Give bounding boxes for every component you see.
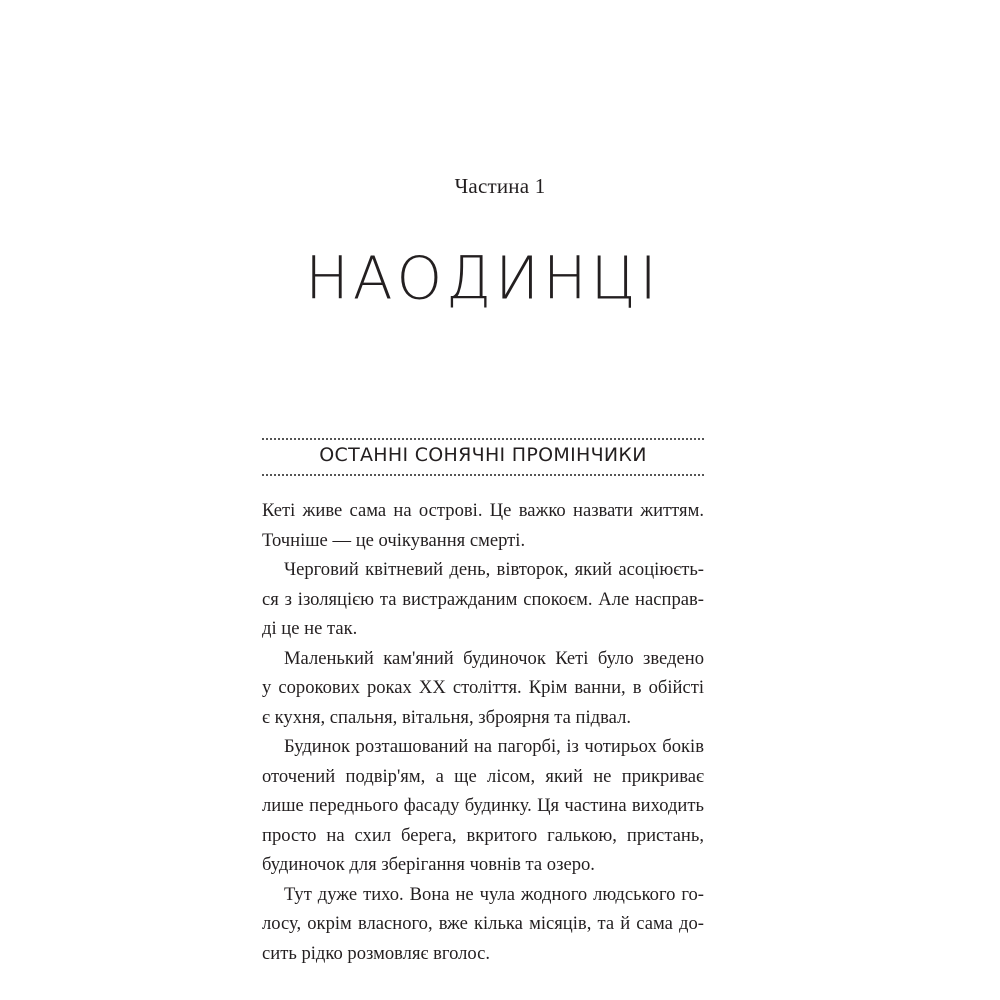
text-line: у сорокових роках ХХ століття. Крім ванни, в обійсті [262,677,704,698]
body-text [262,496,704,968]
text-line: Точніше — це очікування смерті. [262,529,526,551]
text-line: сить рідко розмовляє вголос. [262,942,491,964]
text-line: просто на схил берега, вкритого галькою, пристань, [262,824,704,846]
text-line: ся з ізоляцією та вистражданим спокоєм. Але насправ- [262,588,704,610]
text-line: Будинок розташований на пагорбі, із чотирьох боків [284,736,704,757]
text-line: лише переднього фасаду будинку. Ця частина виходить [262,795,704,816]
text-line: Кеті живе сама на острові. Це важко назвати життям. [262,500,704,521]
part-label: Частина 1 [454,174,546,198]
section-title: ОСТАННІ СОНЯЧНІ ПРОМІНЧИКИ [319,444,647,466]
part-title: НАОДИНЦІ [305,243,661,313]
text-line: Тут дуже тихо. Вона не чула жодного людського го- [284,883,704,905]
bottom-dotted-rule [262,474,704,476]
text-line: є кухня, спальня, вітальня, зброярня та підвал. [262,706,631,728]
text-line: оточений подвір'ям, а ще лісом, який не прикриває [262,765,704,787]
top-dotted-rule [262,438,704,440]
text-line: Маленький кам'яний будиночок Кеті було зведено [284,647,704,669]
text-line: лосу, окрім власного, вже кілька місяців, та й сама до- [262,913,704,934]
text-line: ді це не так. [262,618,358,639]
text-line: будиночок для зберігання човнів та озеро. [262,854,595,875]
text-line: Черговий квітневий день, вівторок, який асоціюєть- [284,559,704,580]
